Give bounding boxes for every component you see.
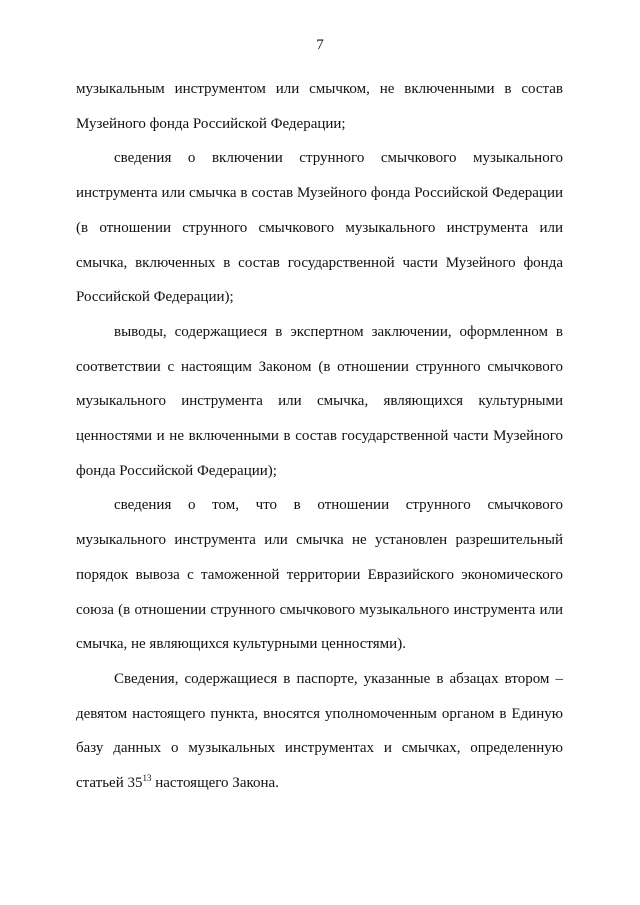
paragraph-expert-conclusion: выводы, содержащиеся в экспертном заключении, оформленном в соответствии с настоящим Законом (в отношении струнного смычкового музыкального инструмента или смычка, являющихся культурными ценностями и не включенными в состав государственной части Музейного фонда Российской Федерации);	[76, 323, 563, 479]
paragraph-export-procedure: сведения о том, что в отношении струнного смычкового музыкального инструмента или смычка не установлен разрешительный порядок вывоза с таможенной территории Евразийского экономического союза (в отношении струнного смычкового музыкального инструмента или смычка, не являющихся культурными ценностями).	[76, 497, 563, 653]
paragraph-passport-database	[76, 662, 563, 801]
document-body	[76, 72, 563, 801]
paragraph-passport-text-after: настоящего Закона.	[151, 775, 279, 792]
page-number: 7	[316, 37, 324, 53]
article-superscript: 13	[142, 773, 152, 784]
paragraph-continuation: музыкальным инструментом или смычком, не включенными в состав Музейного фонда Российской Федерации;	[76, 81, 563, 132]
paragraph-museum-fund-inclusion: сведения о включении струнного смычкового музыкального инструмента или смычка в состав Музейного фонда Российской Федерации (в отношении струнного смычкового музыкального инструмента или смычка, включенных в состав государственной части Музейного фонда Российской Федерации);	[76, 150, 563, 306]
paragraph-passport-text: Сведения, содержащиеся в паспорте, указанные в абзацах втором – девятом настоящего пункта, вносятся уполномоченным органом в Единую базу данных о музыкальных инструментах и смычках, определенную статьей 35	[76, 670, 563, 792]
